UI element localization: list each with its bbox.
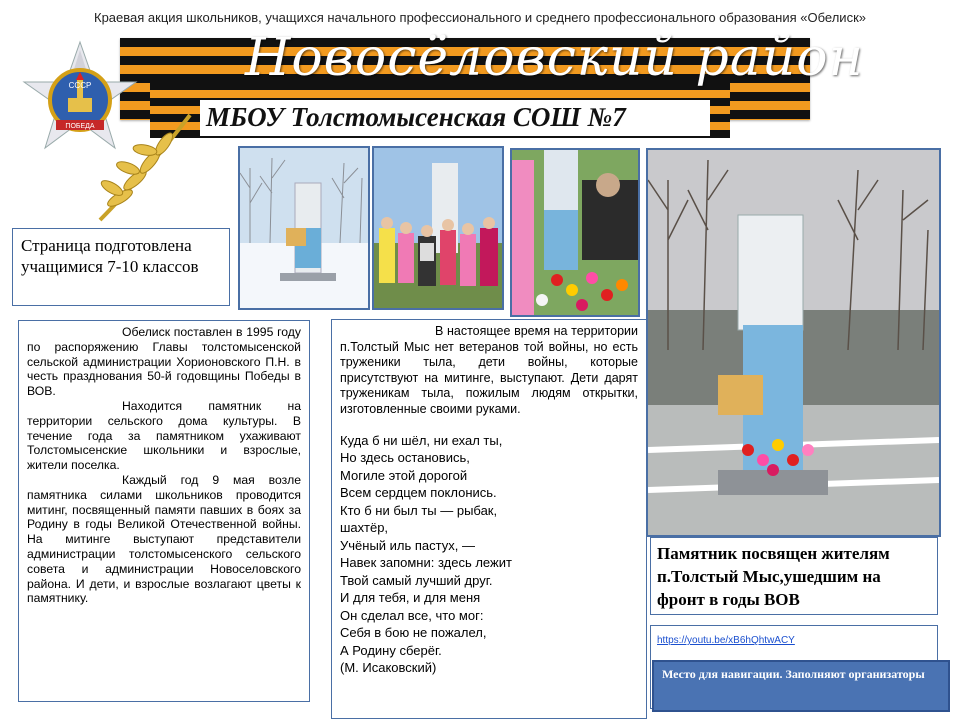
poem-line: Навек запомни: здесь лежит	[340, 555, 512, 571]
poem-line: Всем сердцем поклонись.	[340, 485, 497, 501]
school-name-plate	[200, 100, 710, 136]
poem-line: Кто б ни был ты — рыбак,	[340, 502, 498, 518]
victory-order-icon	[20, 40, 140, 160]
poem-line: шахтёр,	[340, 520, 389, 536]
history-paragraph: Обелиск поставлен в 1995 году по распоряжению Главы толстомысенской сельской администрации Хорионовского П.Н. в честь празднования 50-й годовщины Победы в ВОВ.	[27, 325, 301, 399]
prepared-by-note: Страница подготовлена учащимися 7-10 классов	[12, 228, 230, 306]
history-text-box	[18, 320, 310, 702]
poem	[340, 432, 638, 677]
poem-line: Учёный иль пастух, —	[340, 537, 475, 553]
district-title: Новосёловский район	[245, 28, 864, 88]
history-paragraph: Каждый год 9 мая возле памятника силами школьников проводится митинг, посвященный памяти павших в боях за Родину в годы Великой Отечественной войны. На митинге выступают представители администрации толстомысенского сельского совета и администрации Новоселовского района. И дети, и взрослые возлагают цветы к памятнику.	[27, 472, 301, 606]
badge-bottom-text: ПОБЕДА	[65, 123, 95, 130]
photo-monument-main	[646, 148, 941, 537]
photo-winter-obelisk	[238, 146, 370, 310]
poem-line: Куда б ни шёл, ни ехал ты,	[340, 432, 503, 448]
poem-line: Он сделал все, что мог:	[340, 607, 484, 623]
event-title: Краевая акция школьников, учащихся начального профессионального и среднего профессионального образования «Обелиск»	[94, 10, 866, 25]
present-day-paragraph: В настоящее время на территории п.Толстый Мыс нет ветеранов той войны, но есть труженики тыла, дети войны, которые присутствуют на митинге, выступают. Дети дарят труженикам тыла, пожилым людям открытки, изготовленные своими руками.	[340, 324, 638, 416]
present-day-text-box	[331, 319, 647, 719]
photo-rally-students	[372, 146, 504, 310]
poem-line: Но здесь остановись,	[340, 450, 470, 466]
poem-line: Могиле этой дорогой	[340, 467, 468, 483]
monument-caption: Памятник посвящен жителям п.Толстый Мыс,ушедшим на фронт в годы ВОВ	[650, 537, 938, 615]
poem-line: Твой самый лучший друг.	[340, 572, 493, 588]
school-name: МБОУ Толстомысенская СОШ №7	[206, 102, 626, 132]
poem-line: А Родину сберёг.	[340, 642, 442, 658]
badge-top-text: СССР	[68, 81, 92, 90]
history-paragraph: Находится памятник на территории сельского дома культуры. В течение года за памятником ухаживают Толстомысенские школьники и взрослые, жители поселка.	[27, 398, 301, 473]
poem-line: Себя в бою не пожалел,	[340, 625, 487, 641]
poem-line: И для тебя, и для меня	[340, 590, 481, 606]
photo-laying-flowers	[510, 148, 640, 317]
video-link[interactable]: https://youtu.be/xB6hQhtwACY	[657, 635, 795, 646]
poem-author: (М. Исаковский)	[340, 660, 437, 676]
navigation-placeholder[interactable]: Место для навигации. Заполняют организаторы	[652, 660, 950, 712]
